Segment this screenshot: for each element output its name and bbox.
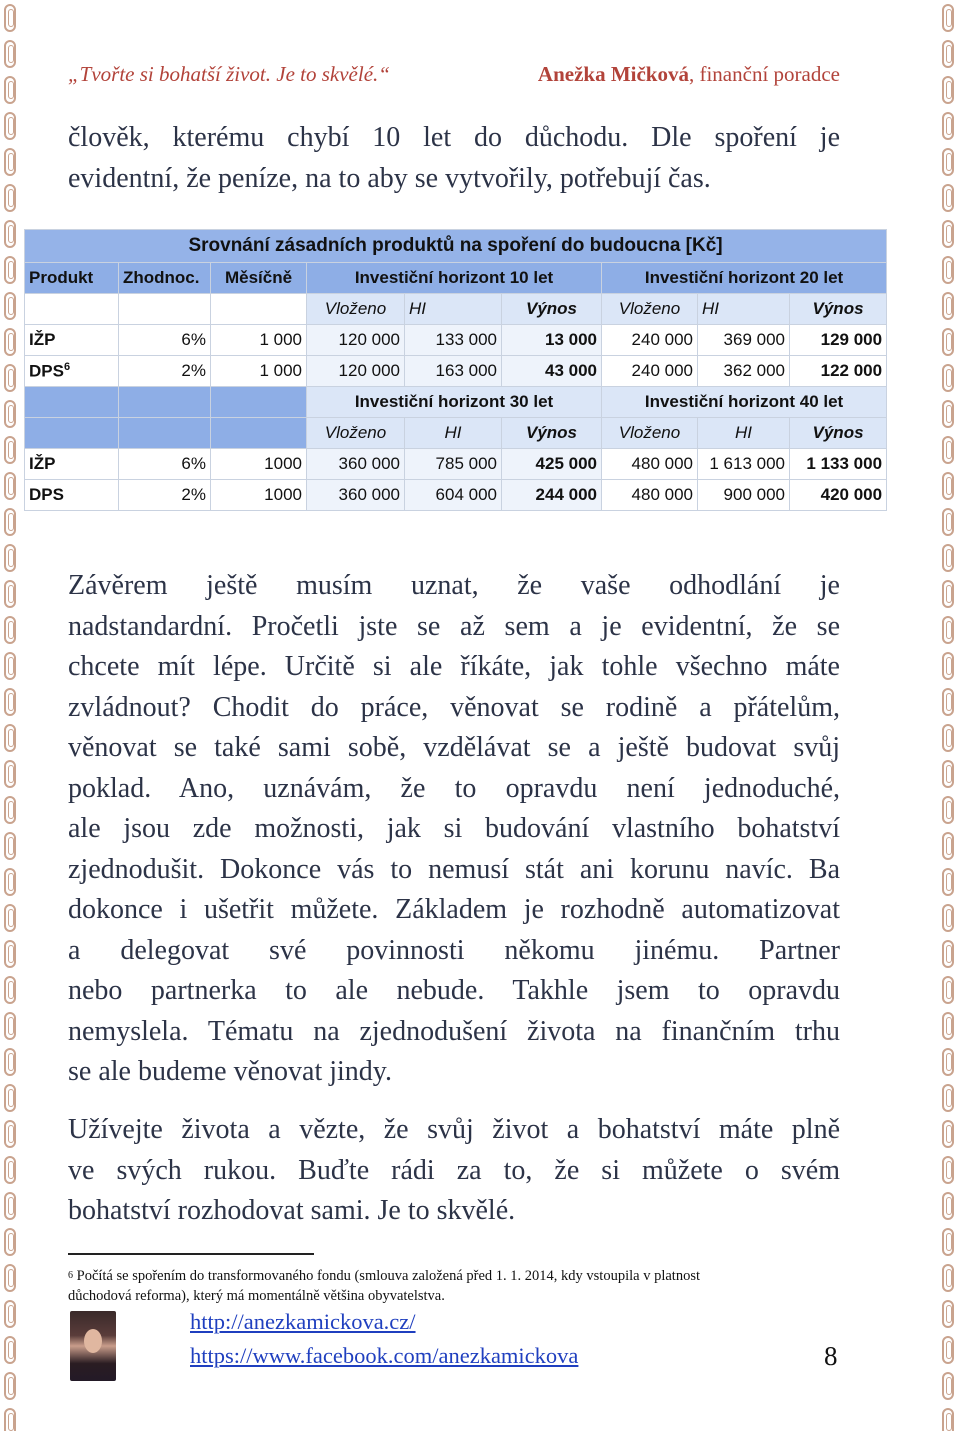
paperclip-icon: [942, 40, 954, 68]
text-line: ve svých rukou. Buďte rádi za to, že si můžete o svém: [68, 1154, 840, 1186]
col-header-product: Produkt: [25, 263, 119, 294]
paperclip-icon: [4, 868, 16, 896]
text-line: věnovat se také sami sobě, vzdělávat se a ještě budovat svůj: [68, 732, 840, 763]
text-line: Užívejte života a vězte, že svůj život a bohatství máte plně: [68, 1114, 840, 1145]
table-cell: 120 000: [307, 325, 405, 356]
paperclip-icon: [942, 652, 954, 680]
paperclip-icon: [4, 796, 16, 824]
footnote: [68, 1266, 840, 1306]
sub-header-hi: HI: [698, 294, 790, 325]
table-title: Srovnání zásadních produktů na spoření do budoucna [Kč]: [25, 230, 887, 263]
sub-header-yield: Výnos: [790, 418, 887, 449]
footnote-mark: 6: [63, 360, 71, 373]
sub-header-hi: HI: [405, 418, 502, 449]
footnote-text: Počítá se spořením do transformovaného fondu (smlouva založená před 1. 1. 2014, kdy vstoupila v platnost: [76, 1268, 700, 1284]
table-cell: [25, 356, 119, 387]
paperclip-icon: [4, 1408, 16, 1431]
table-cell: 785 000: [405, 449, 502, 480]
paperclip-icon: [4, 400, 16, 428]
paperclip-icon: [942, 688, 954, 716]
text-line: nadstandardní. Pročetli jste se až sem a je evidentní, že se: [68, 610, 840, 642]
table-cell: 360 000: [307, 449, 405, 480]
paperclip-icon: [4, 148, 16, 176]
page-header: [68, 62, 840, 90]
paperclip-icon: [4, 1120, 16, 1148]
paperclip-icon: [942, 1012, 954, 1040]
table-cell: 244 000: [502, 480, 602, 511]
paperclip-icon: [942, 1264, 954, 1292]
paperclip-icon: [4, 724, 16, 752]
paperclip-icon: [942, 472, 954, 500]
paperclip-icon: [942, 328, 954, 356]
sub-header-yield: Výnos: [790, 294, 887, 325]
table-cell: 900 000: [698, 480, 790, 511]
footnote-divider: [68, 1253, 314, 1255]
paperclip-icon: [942, 220, 954, 248]
intro-line: evidentní, že peníze, na to aby se vytvořily, potřebují čas.: [68, 162, 711, 194]
paperclip-icon: [4, 112, 16, 140]
paperclip-border-right: [938, 0, 960, 1431]
col-header-rate: Zhodnoc.: [119, 263, 211, 294]
table-cell: 1 000: [211, 356, 307, 387]
savings-comparison-table: [24, 229, 886, 511]
table-cell: 6%: [119, 325, 211, 356]
col-header-horizon-10: Investiční horizont 10 let: [307, 263, 602, 294]
table-cell: 240 000: [602, 325, 698, 356]
text-line: nemyslela. Tématu na zjednodušení života na finančním trhu: [68, 1015, 840, 1047]
text-line: a delegovat své povinnosti někomu jinému. Partner: [68, 934, 840, 966]
col-header-horizon-30: Investiční horizont 30 let: [307, 387, 602, 418]
table-cell: 2%: [119, 480, 211, 511]
paperclip-icon: [942, 184, 954, 212]
table-cell: IŽP: [25, 449, 119, 480]
table-cell: 120 000: [307, 356, 405, 387]
paperclip-icon: [4, 292, 16, 320]
website-link[interactable]: http://anezkamickova.cz/: [190, 1309, 416, 1334]
table-cell-empty: [119, 387, 211, 418]
paperclip-icon: [4, 1336, 16, 1364]
table-cell: 420 000: [790, 480, 887, 511]
paperclip-icon: [942, 1120, 954, 1148]
col-header-horizon-40: Investiční horizont 40 let: [602, 387, 887, 418]
col-header-horizon-20: Investiční horizont 20 let: [602, 263, 887, 294]
table-cell: 122 000: [790, 356, 887, 387]
text-line: zjednodušit. Dokonce vás to nemusí stát ani korunu navíc. Ba: [68, 853, 840, 885]
footnote-number: 6: [68, 1270, 73, 1281]
paperclip-icon: [942, 1336, 954, 1364]
sub-header-deposited: Vloženo: [602, 418, 698, 449]
sub-header-yield: Výnos: [502, 294, 602, 325]
paperclip-icon: [4, 256, 16, 284]
table-cell: 480 000: [602, 449, 698, 480]
paperclip-icon: [4, 652, 16, 680]
table-cell: 369 000: [698, 325, 790, 356]
table-cell-empty: [119, 418, 211, 449]
paperclip-icon: [4, 1228, 16, 1256]
text-line: ale jsou zde možnosti, jak si budování vlastního bohatství: [68, 813, 840, 844]
paperclip-icon: [942, 76, 954, 104]
table-cell: 1 133 000: [790, 449, 887, 480]
table-cell: 13 000: [502, 325, 602, 356]
intro-paragraph: [68, 118, 840, 199]
sub-header-hi: HI: [698, 418, 790, 449]
paperclip-icon: [942, 868, 954, 896]
paperclip-icon: [942, 112, 954, 140]
sub-header-deposited: Vloženo: [602, 294, 698, 325]
table-row: [25, 356, 887, 387]
table-cell: 163 000: [405, 356, 502, 387]
table-cell: 480 000: [602, 480, 698, 511]
table-cell: 6%: [119, 449, 211, 480]
facebook-link[interactable]: https://www.facebook.com/anezkamickova: [190, 1343, 579, 1368]
paperclip-icon: [942, 256, 954, 284]
paperclip-icon: [942, 940, 954, 968]
sub-header-deposited: Vloženo: [307, 294, 405, 325]
paperclip-icon: [942, 760, 954, 788]
paperclip-icon: [942, 148, 954, 176]
paperclip-icon: [4, 616, 16, 644]
table-cell: 240 000: [602, 356, 698, 387]
paperclip-icon: [942, 4, 954, 32]
table-cell: 1 613 000: [698, 449, 790, 480]
paperclip-icon: [942, 1408, 954, 1431]
paperclip-icon: [942, 616, 954, 644]
paperclip-icon: [4, 580, 16, 608]
table-cell: 129 000: [790, 325, 887, 356]
conclusion-paragraph: [68, 566, 840, 1093]
paperclip-icon: [4, 1084, 16, 1112]
paperclip-icon: [4, 1300, 16, 1328]
paperclip-icon: [942, 400, 954, 428]
sub-header-deposited: Vloženo: [307, 418, 405, 449]
table-cell: 1000: [211, 449, 307, 480]
text-line: chcete mít lépe. Určitě si ale říkáte, jak tohle všechno máte: [68, 651, 840, 682]
paperclip-icon: [942, 1228, 954, 1256]
table-cell-empty: [25, 387, 119, 418]
closing-paragraph: [68, 1110, 840, 1232]
paperclip-icon: [942, 1372, 954, 1400]
author-name: Anežka Mičková: [537, 62, 689, 86]
header-author: [538, 62, 840, 87]
table-cell-empty: [211, 387, 307, 418]
paperclip-icon: [942, 904, 954, 932]
table-row: [25, 325, 887, 356]
paperclip-icon: [4, 688, 16, 716]
sub-header-yield: Výnos: [502, 418, 602, 449]
footnote-line: důchodová reforma), který má momentálně většina obyvatelstva.: [68, 1288, 445, 1304]
intro-line: člověk, kterému chybí 10 let do důchodu. Dle spoření je: [68, 122, 840, 153]
col-header-monthly: Měsíčně: [211, 263, 307, 294]
paperclip-icon: [4, 1192, 16, 1220]
table-cell: IŽP: [25, 325, 119, 356]
footnote-line: [68, 1266, 840, 1286]
paperclip-icon: [4, 940, 16, 968]
paperclip-icon: [4, 472, 16, 500]
table-cell: 604 000: [405, 480, 502, 511]
table-cell: 362 000: [698, 356, 790, 387]
paperclip-icon: [4, 976, 16, 1004]
paperclip-icon: [4, 1048, 16, 1076]
paperclip-icon: [942, 724, 954, 752]
table-cell-empty: [25, 418, 119, 449]
paperclip-icon: [942, 976, 954, 1004]
table-row: [25, 480, 887, 511]
paperclip-icon: [942, 832, 954, 860]
paperclip-icon: [942, 1048, 954, 1076]
paperclip-icon: [942, 1192, 954, 1220]
text-line: poklad. Ano, uznávám, že to opravdu není jednoduché,: [68, 772, 840, 804]
table-cell: 1000: [211, 480, 307, 511]
text-line: nebo partnerka to ale nebude. Takhle jsem to opravdu: [68, 975, 840, 1006]
paperclip-icon: [4, 1012, 16, 1040]
paperclip-border-left: [0, 0, 22, 1431]
paperclip-icon: [942, 364, 954, 392]
paperclip-icon: [942, 436, 954, 464]
author-role: , finanční poradce: [688, 62, 840, 86]
paperclip-icon: [4, 4, 16, 32]
paperclip-icon: [942, 544, 954, 572]
table-cell: 2%: [119, 356, 211, 387]
paperclip-icon: [4, 184, 16, 212]
text-line: Závěrem ještě musím uznat, že vaše odhodlání je: [68, 570, 840, 601]
paperclip-icon: [4, 544, 16, 572]
paperclip-icon: [4, 436, 16, 464]
author-face: [84, 1329, 102, 1353]
text-line: dokonce i ušetřit můžete. Základem je rozhodně automatizovat: [68, 894, 840, 925]
paperclip-icon: [4, 40, 16, 68]
text-line: se ale budeme věnovat jindy.: [68, 1056, 392, 1087]
table-cell: 360 000: [307, 480, 405, 511]
header-quote: „Tvořte si bohatší život. Je to skvělé.“: [68, 62, 390, 86]
table-cell: DPS: [25, 480, 119, 511]
product-name: DPS: [29, 361, 64, 381]
table-cell: 43 000: [502, 356, 602, 387]
paperclip-icon: [942, 1084, 954, 1112]
table-cell-empty: [25, 294, 119, 325]
sub-header-hi: HI: [405, 294, 502, 325]
paperclip-icon: [4, 1156, 16, 1184]
author-photo: [70, 1311, 116, 1381]
table-cell: 1 000: [211, 325, 307, 356]
table-cell-empty: [211, 418, 307, 449]
paperclip-icon: [942, 1300, 954, 1328]
paperclip-icon: [4, 832, 16, 860]
paperclip-icon: [942, 1156, 954, 1184]
paperclip-icon: [942, 796, 954, 824]
paperclip-icon: [4, 76, 16, 104]
paperclip-icon: [942, 508, 954, 536]
paperclip-icon: [942, 292, 954, 320]
paperclip-icon: [4, 760, 16, 788]
paperclip-icon: [4, 328, 16, 356]
page-number: 8: [824, 1341, 838, 1371]
table-cell-empty: [119, 294, 211, 325]
text-line: zvládnout? Chodit do práce, věnovat se rodině a přátelům,: [68, 691, 840, 723]
paperclip-icon: [4, 1264, 16, 1292]
table-cell: 133 000: [405, 325, 502, 356]
text-line: bohatství rozhodovat sami. Je to skvělé.: [68, 1195, 516, 1226]
paperclip-icon: [4, 904, 16, 932]
paperclip-icon: [942, 580, 954, 608]
paperclip-icon: [4, 220, 16, 248]
paperclip-icon: [4, 1372, 16, 1400]
table-cell-empty: [211, 294, 307, 325]
table-cell: 425 000: [502, 449, 602, 480]
paperclip-icon: [4, 364, 16, 392]
paperclip-icon: [4, 508, 16, 536]
table-row: [25, 449, 887, 480]
